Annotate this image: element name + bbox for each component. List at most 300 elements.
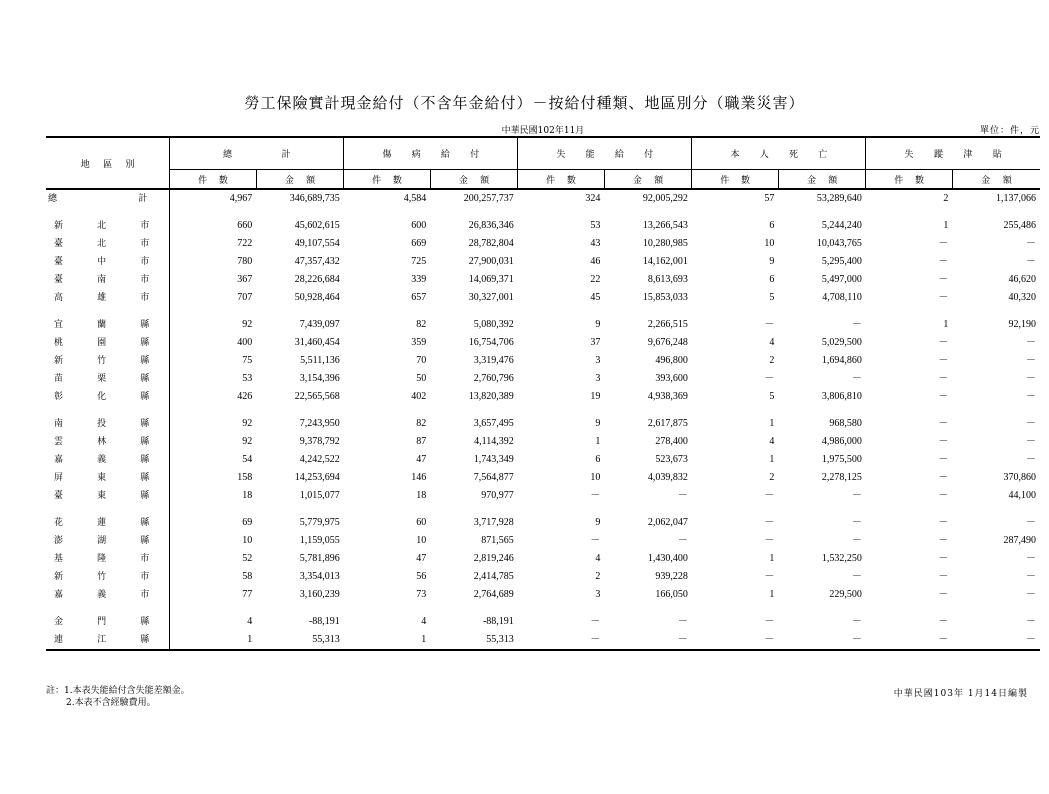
amount-cell: 55,313 <box>256 631 344 650</box>
count-cell: － <box>590 490 601 501</box>
region-name-text: 新 竹 市 <box>54 572 150 582</box>
count-cell: 426 <box>237 391 253 402</box>
count-cell: 3 <box>595 589 601 600</box>
region-name <box>46 271 170 289</box>
amount-cell: -88,191 <box>308 616 340 627</box>
amount-cell: 53,289,640 <box>816 193 862 204</box>
amount-cell: 40,320 <box>1008 292 1036 303</box>
count-cell: 4,967 <box>229 193 253 204</box>
region-name-text: 新 北 市 <box>54 221 150 231</box>
region-name-text: 連 江 縣 <box>54 635 150 645</box>
amount-cell: 496,800 <box>655 355 688 366</box>
amount-cell: － <box>1026 571 1036 582</box>
region-name <box>46 235 170 253</box>
sub-header-row <box>46 170 1040 190</box>
amount-cell: 8,613,693 <box>647 274 688 285</box>
amount-header <box>778 170 866 190</box>
amount-cell: － <box>851 535 862 546</box>
count-cell: 1 <box>595 436 601 447</box>
amount-cell: 26,836,346 <box>468 220 514 231</box>
region-name <box>46 189 170 208</box>
group-header-label: 傷 病 給 付 <box>382 150 480 160</box>
count-cell: 45 <box>590 292 601 303</box>
amount-cell: 2,278,125 <box>821 472 862 483</box>
region-name <box>46 415 170 433</box>
count-cell: 9 <box>595 418 601 429</box>
amount-cell: 9,676,248 <box>647 337 688 348</box>
count-cell: 725 <box>411 256 427 267</box>
count-header <box>866 170 953 190</box>
count-cell: 54 <box>242 454 253 465</box>
count-cell: － <box>938 337 949 348</box>
footnote-2: 2.本表不含經驗費用。 <box>66 698 156 708</box>
spacer-cell <box>46 208 170 217</box>
amount-cell: 1,694,860 <box>821 355 862 366</box>
count-cell: － <box>938 418 949 429</box>
region-header-label: 地 區 別 <box>80 159 135 170</box>
amount-cell: 5,244,240 <box>821 220 862 231</box>
count-cell: 1 <box>769 454 775 465</box>
region-name-text: 彰 化 縣 <box>54 392 150 402</box>
count-cell: 780 <box>237 256 253 267</box>
count-cell: 146 <box>411 472 427 483</box>
amount-cell: 200,257,737 <box>463 193 514 204</box>
region-name <box>46 613 170 631</box>
amount-cell: 2,764,689 <box>473 589 514 600</box>
amount-cell: 255,486 <box>1003 220 1036 231</box>
amount-cell: 7,439,097 <box>299 319 340 330</box>
amount-cell: 5,511,136 <box>300 355 340 366</box>
amount-cell: － <box>851 616 862 627</box>
amount-cell: 2,819,246 <box>473 553 514 564</box>
amount-cell: 13,266,543 <box>642 220 688 231</box>
amount-cell: 44,100 <box>1008 490 1036 501</box>
count-cell: － <box>938 490 949 501</box>
region-name <box>46 334 170 352</box>
count-cell: 1 <box>769 418 775 429</box>
amount-cell: 5,497,000 <box>821 274 862 285</box>
count-cell: － <box>938 238 949 249</box>
amount-cell: 5,080,392 <box>473 319 514 330</box>
amount-header-label: 金 額 <box>806 175 838 186</box>
table-row <box>46 388 1040 406</box>
count-cell: 5 <box>769 292 775 303</box>
group-header-disability <box>518 137 692 170</box>
table-row <box>46 271 1040 289</box>
amount-header-label: 金 額 <box>981 175 1012 186</box>
amount-cell: 968,580 <box>829 418 862 429</box>
amount-cell: 393,600 <box>655 373 688 384</box>
amount-cell: 31,460,454 <box>294 337 340 348</box>
count-cell: 4 <box>421 616 427 627</box>
amount-cell: 871,565 <box>481 535 514 546</box>
table-row <box>46 550 1040 568</box>
count-cell: 6 <box>769 220 775 231</box>
table-row <box>46 334 1040 352</box>
group-spacer <box>46 505 1040 514</box>
count-cell: 359 <box>411 337 427 348</box>
region-name <box>46 253 170 271</box>
region-name-text: 嘉 義 市 <box>54 590 150 600</box>
count-cell: － <box>590 616 601 627</box>
count-cell: 9 <box>595 517 601 528</box>
table-row <box>46 514 1040 532</box>
spacer-cell <box>170 307 1040 316</box>
count-cell: 9 <box>769 256 775 267</box>
table-row <box>46 415 1040 433</box>
amount-cell: 13,820,389 <box>468 391 514 402</box>
total-row <box>46 189 1040 208</box>
amount-cell: 1,743,349 <box>473 454 514 465</box>
count-cell: 4,584 <box>403 193 427 204</box>
count-cell: 1 <box>943 220 949 231</box>
count-cell: 56 <box>416 571 427 582</box>
amount-cell: 28,782,804 <box>468 238 514 249</box>
amount-cell: － <box>851 373 862 384</box>
table-row <box>46 253 1040 271</box>
spacer-cell <box>170 208 1040 217</box>
group-header-label: 失 蹤 津 貼 <box>904 150 1002 160</box>
amount-cell: － <box>1026 436 1036 447</box>
amount-cell: 7,564,877 <box>473 472 514 483</box>
amount-cell: － <box>604 631 692 650</box>
count-cell: － <box>938 373 949 384</box>
region-name-text: 桃 園 縣 <box>54 338 150 348</box>
count-cell: 10 <box>242 535 253 546</box>
group-header-label: 本 人 死 亡 <box>730 150 828 160</box>
region-name-text: 嘉 義 縣 <box>54 455 150 465</box>
region-name-text: 臺 中 市 <box>54 257 150 267</box>
amount-cell: 1,430,400 <box>647 553 688 564</box>
count-cell: 367 <box>237 274 253 285</box>
amount-cell: 3,319,476 <box>473 355 514 366</box>
table-row <box>46 433 1040 451</box>
amount-cell: 278,400 <box>655 436 688 447</box>
count-cell: 6 <box>769 274 775 285</box>
group-header-label: 總 計 <box>222 150 291 160</box>
count-cell: 2 <box>943 193 949 204</box>
count-cell: 53 <box>590 220 601 231</box>
region-name <box>46 469 170 487</box>
count-cell: 400 <box>237 337 253 348</box>
amount-cell: 5,781,896 <box>299 553 340 564</box>
amount-header-label: 金 額 <box>284 175 316 186</box>
region-name <box>46 568 170 586</box>
region-name <box>46 631 170 650</box>
amount-cell: 27,900,031 <box>468 256 514 267</box>
amount-cell: 4,114,392 <box>474 436 514 447</box>
count-cell: 1 <box>943 319 949 330</box>
amount-cell: － <box>851 319 862 330</box>
count-cell: － <box>764 571 775 582</box>
unit-label: 單位：件，元 <box>979 126 1040 136</box>
table-row <box>46 532 1040 550</box>
amount-cell: 1,015,077 <box>299 490 340 501</box>
count-cell: － <box>938 256 949 267</box>
count-cell: 1 <box>170 631 257 650</box>
count-cell: － <box>938 616 949 627</box>
count-cell: 92 <box>242 418 253 429</box>
count-cell: － <box>764 616 775 627</box>
table-row <box>46 487 1040 505</box>
count-cell: － <box>692 631 779 650</box>
region-name <box>46 433 170 451</box>
amount-cell: － <box>1026 553 1036 564</box>
count-cell: － <box>590 535 601 546</box>
amount-cell: 92,005,292 <box>642 193 688 204</box>
group-header-total <box>170 137 344 170</box>
count-cell: 5 <box>769 391 775 402</box>
amount-cell: 14,253,694 <box>294 472 340 483</box>
amount-header-label: 金 額 <box>632 175 664 186</box>
spacer-cell <box>170 505 1040 514</box>
count-cell: 69 <box>242 517 253 528</box>
group-header-row <box>46 137 1040 170</box>
count-cell: － <box>938 517 949 528</box>
table-row <box>46 217 1040 235</box>
amount-cell: 346,689,735 <box>289 193 340 204</box>
count-cell: 3 <box>595 355 601 366</box>
count-cell: 47 <box>416 454 427 465</box>
table-body <box>46 189 1040 650</box>
amount-cell: 523,673 <box>655 454 688 465</box>
amount-cell: 47,357,432 <box>294 256 340 267</box>
amount-cell: 16,754,706 <box>468 337 514 348</box>
footnotes <box>46 685 190 709</box>
count-cell: 92 <box>242 436 253 447</box>
footnote-1: 註：1.本表失能給付含失能差額金。 <box>46 686 190 696</box>
region-header <box>46 137 170 189</box>
amount-cell: － <box>1026 355 1036 366</box>
count-cell: 37 <box>590 337 601 348</box>
region-name-text: 雲 林 縣 <box>54 437 150 447</box>
amount-cell: － <box>778 631 866 650</box>
region-name-text: 新 竹 縣 <box>54 356 150 366</box>
count-cell: 46 <box>590 256 601 267</box>
count-cell: － <box>938 571 949 582</box>
count-cell: 10 <box>764 238 775 249</box>
amount-cell: 49,107,554 <box>294 238 340 249</box>
count-cell: 2 <box>595 571 601 582</box>
amount-cell: 1,159,055 <box>299 535 340 546</box>
amount-cell: 3,717,928 <box>473 517 514 528</box>
count-cell: 3 <box>595 373 601 384</box>
amount-cell: 370,860 <box>1003 472 1036 483</box>
subtitle-line <box>46 123 1040 137</box>
amount-cell: － <box>952 631 1040 650</box>
amount-cell: － <box>1026 391 1036 402</box>
group-header-injury <box>344 137 518 170</box>
count-cell: 10 <box>416 535 427 546</box>
table-row <box>46 451 1040 469</box>
table-title: 勞工保險實計現金給付（不含年金給付）－按給付種類、地區別分（職業災害） <box>244 94 805 112</box>
amount-cell: － <box>677 616 688 627</box>
count-cell: 6 <box>595 454 601 465</box>
amount-header-label: 金 額 <box>458 175 490 186</box>
amount-cell: － <box>1026 256 1036 267</box>
count-cell: 4 <box>769 436 775 447</box>
group-spacer <box>46 604 1040 613</box>
amount-cell: -88,191 <box>482 616 514 627</box>
amount-cell: 46,620 <box>1008 274 1036 285</box>
count-cell: 1 <box>769 553 775 564</box>
amount-cell: 3,154,396 <box>299 373 340 384</box>
region-name-text: 臺 東 縣 <box>54 491 150 501</box>
spacer-cell <box>46 505 170 514</box>
amount-cell: 4,708,110 <box>822 292 862 303</box>
count-header-label: 件 數 <box>546 175 576 186</box>
count-cell: － <box>866 631 953 650</box>
amount-header <box>430 170 518 190</box>
count-cell: 402 <box>411 391 427 402</box>
amount-cell: － <box>1026 373 1036 384</box>
count-cell: 73 <box>416 589 427 600</box>
count-cell: 57 <box>764 193 775 204</box>
region-name-text: 苗 栗 縣 <box>54 374 150 384</box>
report-period: 中華民國102年11月 <box>501 126 585 136</box>
amount-header <box>256 170 344 190</box>
amount-cell: － <box>851 490 862 501</box>
table-row <box>46 370 1040 388</box>
amount-cell: 287,490 <box>1003 535 1036 546</box>
amount-cell: 3,160,239 <box>299 589 340 600</box>
count-header-label: 件 數 <box>198 175 228 186</box>
spacer-cell <box>46 604 170 613</box>
group-spacer <box>46 208 1040 217</box>
region-name-text: 高 雄 市 <box>54 293 150 303</box>
region-name-text: 宜 蘭 縣 <box>54 320 150 330</box>
table-row <box>46 289 1040 307</box>
amount-cell: － <box>1026 418 1036 429</box>
region-name-text: 澎 湖 縣 <box>54 536 150 546</box>
amount-cell: 7,243,950 <box>299 418 340 429</box>
amount-cell: 15,853,033 <box>642 292 688 303</box>
table-row <box>46 613 1040 631</box>
amount-cell: 22,565,568 <box>294 391 340 402</box>
count-cell: － <box>938 454 949 465</box>
region-name <box>46 586 170 604</box>
region-name-text: 屏 東 縣 <box>54 473 150 483</box>
region-name <box>46 289 170 307</box>
count-cell: － <box>938 472 949 483</box>
amount-cell: 5,779,975 <box>299 517 340 528</box>
amount-cell: － <box>1026 517 1036 528</box>
count-header-label: 件 數 <box>372 175 402 186</box>
amount-cell: 50,928,464 <box>294 292 340 303</box>
count-cell: 600 <box>411 220 427 231</box>
count-cell: 4 <box>769 337 775 348</box>
group-spacer <box>46 307 1040 316</box>
amount-cell: 2,414,785 <box>473 571 514 582</box>
spacer-cell <box>46 406 170 415</box>
count-cell: 10 <box>590 472 601 483</box>
amount-cell: － <box>851 517 862 528</box>
count-cell: 18 <box>416 490 427 501</box>
count-cell: 2 <box>769 472 775 483</box>
amount-cell: 2,266,515 <box>647 319 688 330</box>
spacer-cell <box>170 406 1040 415</box>
spacer-cell <box>46 307 170 316</box>
count-cell: 60 <box>416 517 427 528</box>
amount-header <box>604 170 692 190</box>
amount-cell: 3,657,495 <box>473 418 514 429</box>
region-name <box>46 451 170 469</box>
count-cell: 70 <box>416 355 427 366</box>
amount-cell: 28,226,684 <box>294 274 340 285</box>
amount-cell: 10,043,765 <box>816 238 862 249</box>
region-name <box>46 388 170 406</box>
region-name <box>46 514 170 532</box>
count-cell: 92 <box>242 319 253 330</box>
amount-cell: 166,050 <box>655 589 688 600</box>
region-name-text: 基 隆 市 <box>54 554 150 564</box>
count-cell: 660 <box>237 220 253 231</box>
count-header-label: 件 數 <box>894 175 924 186</box>
amount-cell: 14,069,371 <box>468 274 514 285</box>
amount-cell: 2,760,796 <box>473 373 514 384</box>
count-header <box>518 170 605 190</box>
amount-cell: － <box>677 490 688 501</box>
count-header <box>170 170 257 190</box>
count-cell: 669 <box>411 238 427 249</box>
amount-cell: － <box>1026 589 1036 600</box>
amount-header <box>952 170 1040 190</box>
count-cell: － <box>938 292 949 303</box>
count-cell: － <box>938 436 949 447</box>
count-header-label: 件 數 <box>720 175 750 186</box>
amount-cell: － <box>851 571 862 582</box>
count-cell: － <box>764 319 775 330</box>
region-name <box>46 550 170 568</box>
count-cell: 50 <box>416 373 427 384</box>
count-cell: 82 <box>416 418 427 429</box>
count-cell: 1 <box>769 589 775 600</box>
group-header-label: 失 能 給 付 <box>556 150 654 160</box>
region-name-text: 臺 北 市 <box>54 239 150 249</box>
amount-cell: 1,137,066 <box>996 193 1036 204</box>
count-cell: 4 <box>247 616 253 627</box>
table-row <box>46 316 1040 334</box>
count-cell: － <box>938 391 949 402</box>
amount-cell: 5,295,400 <box>821 256 862 267</box>
count-cell: 75 <box>242 355 253 366</box>
count-cell: － <box>518 631 605 650</box>
count-cell: － <box>764 373 775 384</box>
amount-cell: 30,327,001 <box>468 292 514 303</box>
benefit-table <box>46 136 1040 651</box>
amount-cell: 4,039,832 <box>647 472 688 483</box>
count-cell: 47 <box>416 553 427 564</box>
count-cell: 52 <box>242 553 253 564</box>
count-cell: 2 <box>769 355 775 366</box>
count-cell: － <box>938 355 949 366</box>
count-header <box>344 170 431 190</box>
count-cell: － <box>938 553 949 564</box>
amount-cell: 45,602,615 <box>294 220 340 231</box>
amount-cell: 229,500 <box>829 589 862 600</box>
count-cell: 77 <box>242 589 253 600</box>
count-cell: － <box>764 490 775 501</box>
count-cell: 722 <box>237 238 253 249</box>
count-cell: 19 <box>590 391 601 402</box>
region-name-text: 南 投 縣 <box>54 419 150 429</box>
count-cell: 58 <box>242 571 253 582</box>
amount-cell: 3,354,013 <box>299 571 340 582</box>
table-row <box>46 352 1040 370</box>
amount-cell: 9,378,792 <box>299 436 340 447</box>
group-spacer <box>46 406 1040 415</box>
amount-cell: 4,938,369 <box>647 391 688 402</box>
